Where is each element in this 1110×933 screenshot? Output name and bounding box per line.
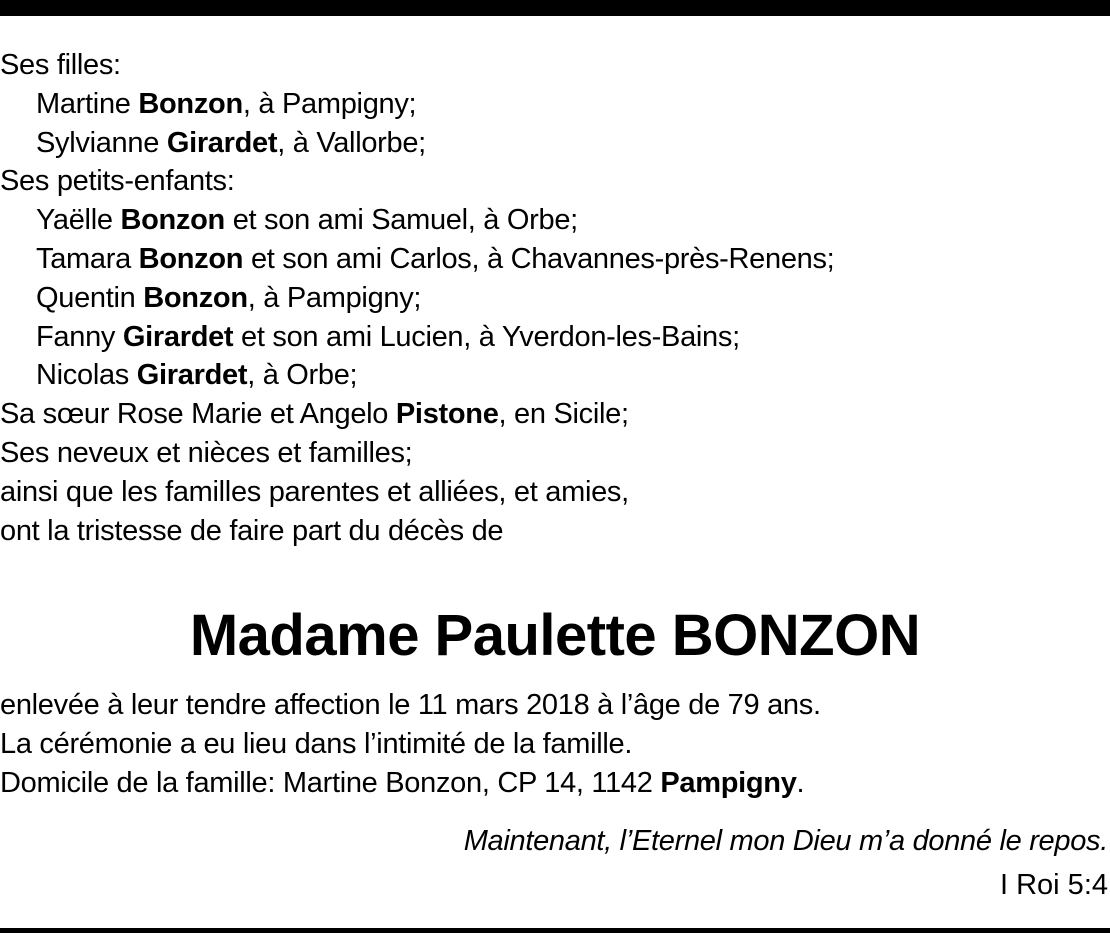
- family-name: Bonzon: [120, 204, 225, 237]
- family-list: [0, 46, 1110, 550]
- family-name: Girardet: [166, 126, 278, 159]
- location-text: , en Sicile;: [498, 398, 629, 431]
- family-name: Bonzon: [143, 281, 248, 314]
- location-text: , à Vallorbe;: [277, 126, 426, 159]
- grandchild-line: [0, 201, 1110, 240]
- passing-line: enlevée à leur tendre affection le 11 mars 2018 à l’âge de 79 ans.: [0, 689, 821, 721]
- grandchild-line: [0, 318, 1110, 357]
- family-name: Bonzon: [138, 87, 243, 120]
- location-text: , à Pampigny;: [242, 87, 417, 120]
- sister-names: Sa sœur Rose Marie et Angelo: [0, 398, 389, 431]
- sister-line: [0, 395, 1110, 434]
- location-text: , à Pampigny;: [247, 281, 422, 314]
- domicile-suffix: .: [796, 766, 805, 799]
- ceremony-line: La cérémonie a eu lieu dans l’intimité de la famille.: [0, 727, 633, 760]
- grandchild-line: [0, 240, 1110, 279]
- domicile-line: [0, 764, 1110, 803]
- verse-quote: Maintenant, l’Eternel mon Dieu m’a donné le repos.: [463, 825, 1108, 857]
- daughter-line: [0, 124, 1110, 163]
- family-name: Girardet: [122, 320, 234, 353]
- first-name: Sylvianne: [36, 126, 160, 159]
- location-text: et son ami Lucien, à Yverdon-les-Bains;: [233, 320, 740, 353]
- domicile-address: Domicile de la famille: Martine Bonzon, CP 14, 1142: [0, 766, 661, 799]
- location-text: et son ami Carlos, à Chavannes-près-Renens;: [243, 242, 835, 275]
- obituary-details: [0, 686, 1110, 802]
- location-text: et son ami Samuel, à Orbe;: [224, 204, 578, 237]
- daughter-line: [0, 85, 1110, 124]
- first-name: Martine: [36, 87, 131, 120]
- family-name: Girardet: [136, 359, 248, 392]
- domicile-place: Pampigny: [660, 766, 797, 799]
- verse-reference: I Roi 5:4: [1000, 869, 1108, 901]
- announcement-line: ont la tristesse de faire part du décès de: [0, 514, 504, 547]
- nephews-line: Ses neveux et nièces et familles;: [0, 436, 413, 469]
- family-name: Pistone: [395, 398, 499, 431]
- first-name: Quentin: [36, 281, 136, 314]
- deceased-name-heading: Madame Paulette BONZON: [189, 603, 921, 668]
- first-name: Yaëlle: [36, 204, 113, 237]
- top-border-rule: [0, 0, 1110, 16]
- first-name: Fanny: [36, 320, 116, 353]
- family-name: Bonzon: [138, 242, 244, 275]
- grandchildren-heading: Ses petits-enfants:: [0, 165, 235, 198]
- location-text: , à Orbe;: [247, 359, 358, 392]
- first-name: Nicolas: [36, 359, 129, 392]
- first-name: Tamara: [36, 242, 131, 275]
- grandchild-line: [0, 356, 1110, 395]
- daughters-heading: Ses filles:: [0, 49, 121, 81]
- bottom-border-rule: [0, 928, 1110, 933]
- relatives-line: ainsi que les familles parentes et alliées, et amies,: [0, 475, 629, 508]
- grandchild-line: [0, 279, 1110, 318]
